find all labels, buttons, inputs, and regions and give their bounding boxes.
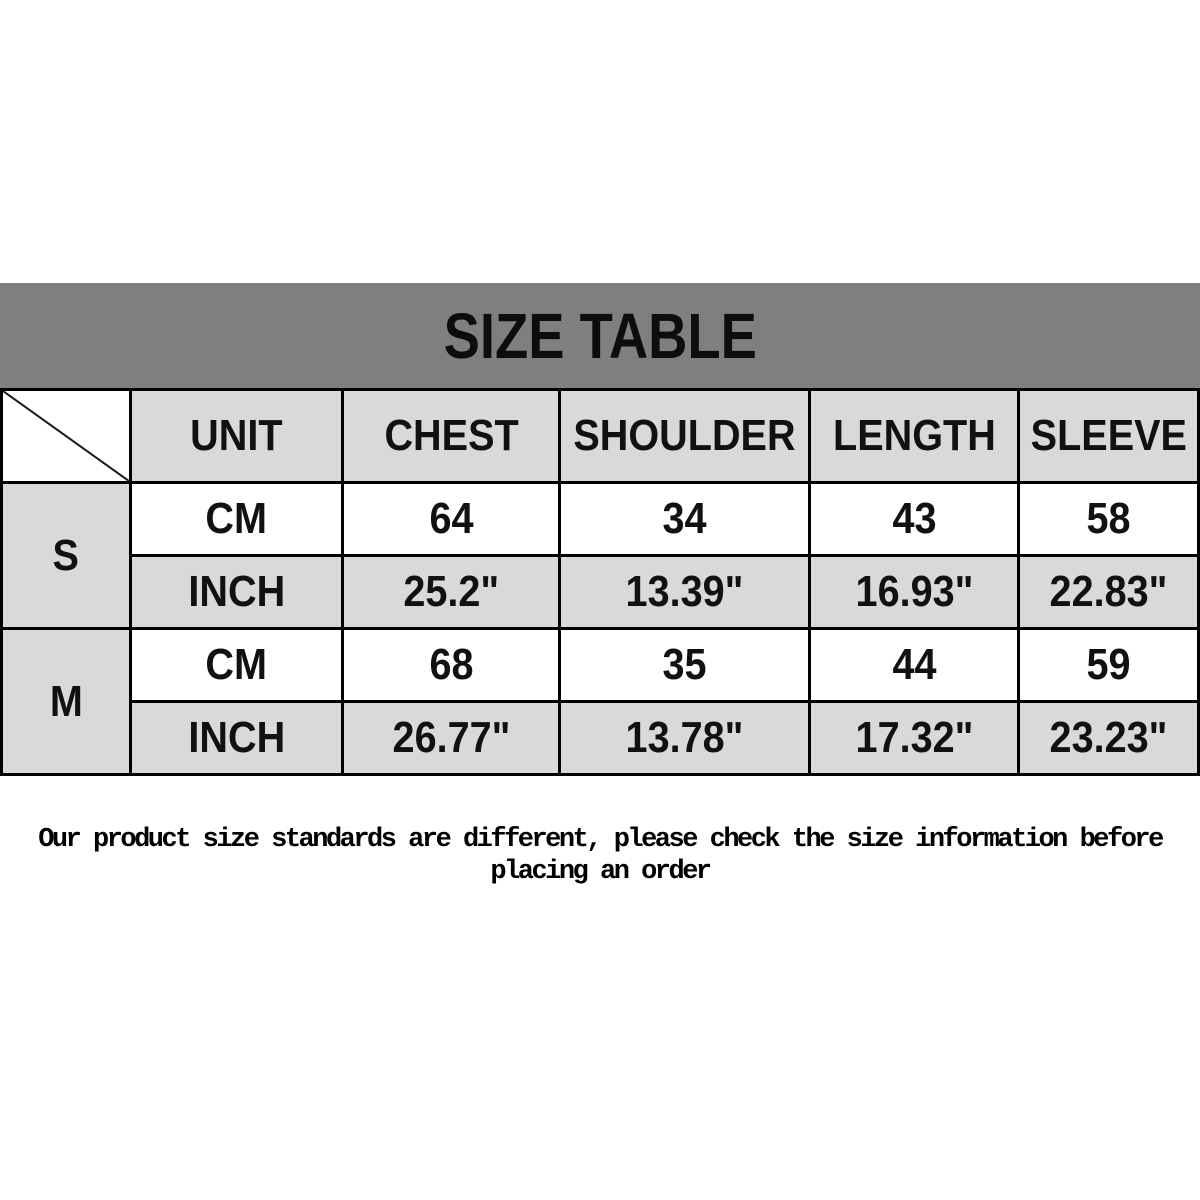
- column-header-chest: CHEST: [343, 390, 560, 483]
- value-m-cm-sleeve: 59: [1019, 629, 1199, 702]
- table-row-s-inch: [2, 556, 1199, 629]
- value-m-cm-shoulder: 35: [560, 629, 810, 702]
- size-label-s: S: [2, 483, 131, 629]
- value-s-inch-length: 16.93": [809, 556, 1018, 629]
- table-row-m-cm: [2, 629, 1199, 702]
- size-disclaimer-note: [0, 824, 1200, 888]
- value-m-cm-length: 44: [809, 629, 1018, 702]
- note-line-2: placing an order: [490, 857, 710, 887]
- column-header-unit: UNIT: [130, 390, 342, 483]
- page-title: SIZE TABLE: [443, 299, 757, 372]
- column-header-shoulder: SHOULDER: [560, 390, 810, 483]
- value-m-inch-length: 17.32": [809, 702, 1018, 775]
- table-header-row: [2, 390, 1199, 483]
- value-s-cm-chest: 64: [343, 483, 560, 556]
- value-m-inch-shoulder: 13.78": [560, 702, 810, 775]
- value-m-inch-chest: 26.77": [343, 702, 560, 775]
- unit-cell-m-cm: CM: [130, 629, 342, 702]
- title-bar: [0, 283, 1200, 388]
- unit-cell-s-cm: CM: [130, 483, 342, 556]
- size-table: [0, 388, 1200, 776]
- value-s-inch-chest: 25.2": [343, 556, 560, 629]
- diagonal-line-icon: [3, 391, 129, 481]
- diagonal-corner-cell: [2, 390, 131, 483]
- value-s-inch-sleeve: 22.83": [1019, 556, 1199, 629]
- column-header-length: LENGTH: [809, 390, 1018, 483]
- table-row-m-inch: [2, 702, 1199, 775]
- value-m-cm-chest: 68: [343, 629, 560, 702]
- unit-cell-m-inch: INCH: [130, 702, 342, 775]
- value-s-inch-shoulder: 13.39": [560, 556, 810, 629]
- value-s-cm-shoulder: 34: [560, 483, 810, 556]
- value-m-inch-sleeve: 23.23": [1019, 702, 1199, 775]
- column-header-sleeve: SLEEVE: [1019, 390, 1199, 483]
- size-label-m: M: [2, 629, 131, 775]
- value-s-cm-length: 43: [809, 483, 1018, 556]
- note-line-1: Our product size standards are different, please check the size information before: [38, 825, 1162, 855]
- table-row-s-cm: [2, 483, 1199, 556]
- unit-cell-s-inch: INCH: [130, 556, 342, 629]
- value-s-cm-sleeve: 58: [1019, 483, 1199, 556]
